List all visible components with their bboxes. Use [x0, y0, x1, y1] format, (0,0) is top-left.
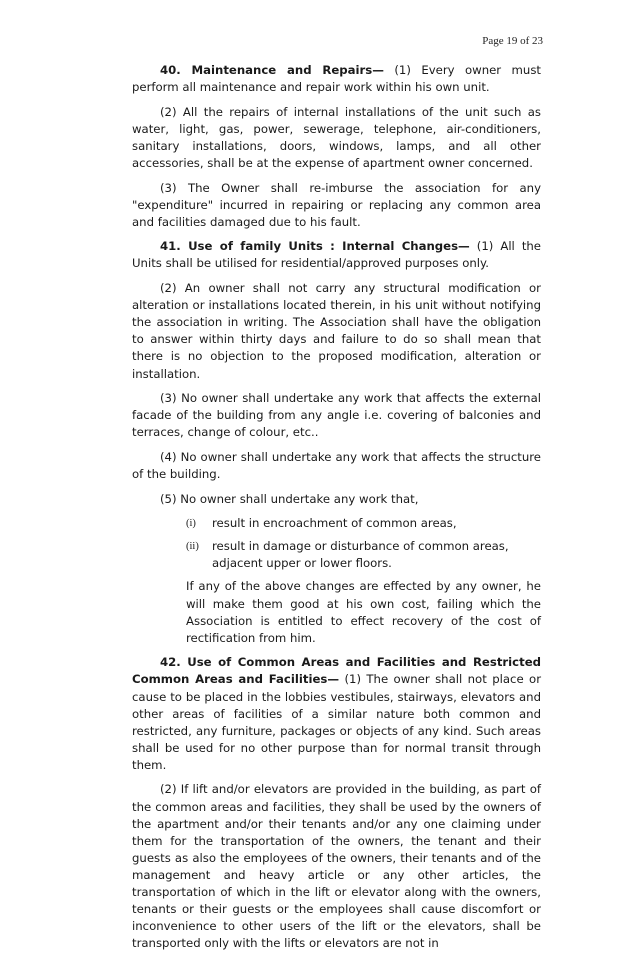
list-item-number: (ii) — [186, 541, 199, 553]
section-41-para-4: (4) No owner shall undertake any work that affects the structure of the building. — [132, 449, 541, 481]
section-42-para-2: (2) If lift and/or elevators are provided in the building, as part of the common areas and facilities, they shall be used by the owners of the apartment and/or their tenants and/or any one claiming under them for the transportation of the owners, the tenant and their guests as also the employees of the owners, their tenants and of the management and heavy article or any other articles, the transportation of which in the lift or elevator along with the owners, tenants or their guests or the employees shall cause discomfort or inconvenience to other users of the lift or the elevators, shall be transported only with the lifts or elevators are not in — [132, 782, 541, 951]
section-41-para-1 — [132, 238, 541, 272]
section-40-para-2: (2) All the repairs of internal installations of the unit such as water, light, gas, power, sewerage, telephone, air-conditioners, sanitary installations, doors, windows, lamps, and all other accessories, shall be at the expense of apartment owner concerned. — [132, 104, 541, 170]
section-41-para-5: (5) No owner shall undertake any work that, — [160, 491, 419, 506]
section-41-para-3: (3) No owner shall undertake any work that affects the external facade of the building from any angle i.e. covering of balconies and terraces, change of colour, etc.. — [132, 391, 541, 440]
page-number: Page 19 of 23 — [482, 35, 543, 47]
section-40-para-1 — [132, 62, 541, 96]
section-42-text-1: (1) The owner shall not place or cause to be placed in the lobbies vestibules, stairways, elevators and other areas of facilities of a similar nature both common and restricted, any furniture, packages or objects of any kind. Such areas shall be used for no other purpose than for normal transit through them. — [132, 672, 541, 772]
list-item-text: result in encroachment of common areas, — [212, 516, 457, 531]
section-42-heading: 42. Use of Common Areas and Facilities and Restricted Common Areas and Facilities— — [132, 655, 541, 687]
section-40-para-3: (3) The Owner shall re-imburse the association for any "expenditure" incurred in repairing or replacing any common area and facilities damaged due to his fault. — [132, 180, 541, 229]
section-40-heading: 40. Maintenance and Repairs— — [160, 63, 384, 77]
document-body — [132, 62, 541, 960]
section-40-text-1: (1) Every owner must perform all maintenance and repair work within his own unit. — [132, 63, 541, 95]
section-41-para-2: (2) An owner shall not carry any structural modification or alteration or installations located therein, in his unit without notifying the association in writing. The Association shall have the obligation to answer within thirty days and failure to do so shall mean that there is no objection to the proposed modification, alteration or installation. — [132, 281, 541, 381]
section-41-para-6: If any of the above changes are effected by any owner, he will make them good at his own cost, failing which the Association is entitled to effect recovery of the cost of rectification from him. — [186, 579, 541, 645]
list-item-text: result in damage or disturbance of common areas, adjacent upper or lower floors. — [212, 539, 509, 571]
list-item — [132, 538, 541, 572]
section-41-text-1: (1) All the Units shall be utilised for residential/approved purposes only. — [132, 239, 541, 271]
list-item-number: (i) — [186, 518, 196, 530]
section-42-para-1 — [132, 654, 541, 774]
section-41-heading: 41. Use of family Units : Internal Changes— — [160, 239, 470, 254]
list-item — [132, 515, 541, 532]
